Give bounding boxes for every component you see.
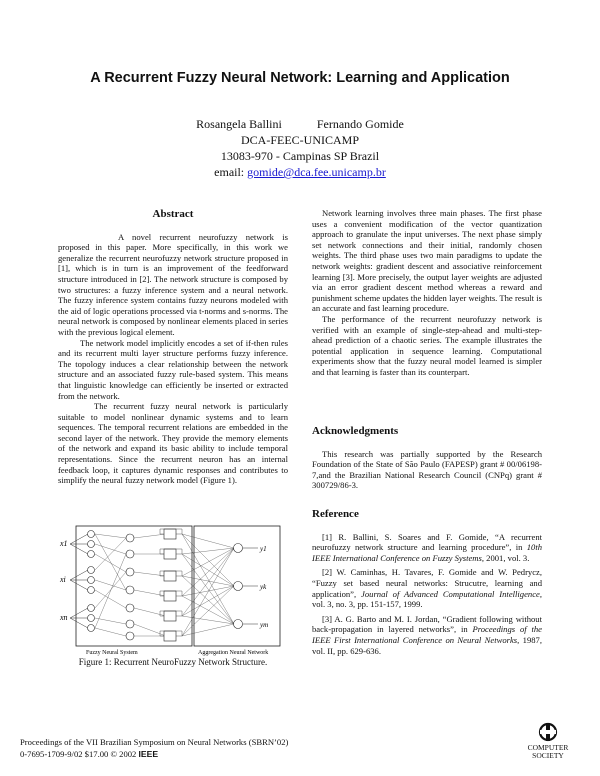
reference-item [312,614,542,656]
author-name: Rosangela Ballini [196,117,282,131]
aggregation-network-label: Aggregation Neural Network [198,650,269,656]
references-section [312,509,542,660]
reference-text: [3] A. G. Barto and M. I. Jordan, “Gradient following without back-propagation in layered networks”, in [312,613,542,635]
reference-venue: Journal of Advanced Computational Intelligence [361,588,540,599]
page-footer [20,736,288,760]
isbn-text: 0-7695-1709-9/02 $17.00 © 2002 [20,749,137,759]
reference-item [312,567,542,609]
computer-society-icon [537,722,559,742]
logo-text-line1: COMPUTER [527,743,569,752]
figure-network-diagram [58,524,284,656]
output-label-yk: yk [260,583,267,591]
author-names [0,116,600,132]
input-label-xn: xn [60,613,68,622]
proceedings-line: Proceedings of the VII Brazilian Symposium on Neural Networks (SBRN’02) [20,737,289,747]
reference-text: [1] R. Ballini, S. Soares and F. Gomide, “A recurrent neurofuzzy network structure and learning procedure”, in [312,531,542,553]
output-label-ym: ym [260,621,269,629]
email-line [0,164,600,180]
acknowledgments-section [312,426,542,491]
reference-text: , 2001, vol. 3. [481,552,530,563]
reference-text: [2] W. Caminhas, H. Tavares, F. Gomide and W. Pedrycz, “Fuzzy set based neural networks: Strucutre, learning and application”, [312,567,542,599]
right-column [312,208,542,378]
network-diagram-svg [58,524,284,656]
author-name: Fernando Gomide [316,117,404,131]
abstract-section [58,209,288,486]
isbn-line [20,748,288,760]
paper-title: A Recurrent Fuzzy Neural Network: Learning and Application [90,70,510,86]
logo-text-line2: SOCIETY [532,751,564,760]
body-paragraph: The performance of the recurrent neurofuzzy network is verified with an example of single-step-ahead and multi-step-ahead prediction of a chaotic series. The example illustrates the potential application in sequence learning. Computational experiments show that the fuzzy neural model learned is simpler and that learning is faster than its counterpart. [312,313,542,377]
fuzzy-system-label: Fuzzy Neural System [86,650,138,656]
reference-venue: 10th IEEE International Conference on Fuzzy Systems [312,542,542,563]
reference-venue: Proceedings of the IEEE First International Conference on Neural Networks [312,624,542,645]
body-paragraph: Network learning involves three main phases. The first phase uses a convenient modification of the vector quantization approach to granulate the input universes. The next phase simply set network connections and their initial, randomly chosen weights. The third phase uses two main paradigms to update the network weights: gradient descent and associative reinforcement learning [3]. More precisely, the output layer weights are adjusted via an error gradient descent method whereas a reward and punishment scheme updates the hidden layer weights. The result is an accurate and fast learning procedure. [312,208,542,314]
reference-item [312,532,542,564]
reference-text: , vol. 3, no. 3, pp. 151-157, 1999. [312,588,542,610]
input-label-xi: xi [60,575,66,584]
output-label-y1: y1 [260,545,267,553]
email-label: email: [214,165,245,179]
references-heading: Reference [312,508,359,520]
email-link[interactable]: gomide@dca.fee.unicamp.br [247,165,386,179]
reference-text: , 1987, vol. II, pp. 629-636. [312,634,542,656]
author-block [0,116,600,180]
address: 13083-970 - Campinas SP Brazil [220,149,380,163]
affiliation: DCA-FEEC-UNICAMP [240,133,359,147]
acknowledgments-text: This research was partially supported by the Research Foundation of the State of São Paulo (FAPESP) grant # 00/06198-7,and the Brazilian National Research Council (CNPq) grant # 300729/86-3. [312,448,542,491]
abstract-paragraph: The network model implicitly encodes a set of if-then rules and its recurrent multi layer structure performs fuzzy inference. The topology induces a clear relationship between the network structure and an associated fuzzy rule-based system. This means that linguistic knowledge can efficiently be inserted or extracted from the network. [58,337,288,401]
abstract-paragraph: A novel recurrent neurofuzzy network is proposed in this paper. More specifically, in this work we generalize the recurrent neurofuzzy network structure proposed in [1], which is in turn is an improvement of the feedforward structure introduced in [2]. The network structure is composed by two structures: a fuzzy inference system and a neural network. The fuzzy inference system contains fuzzy neurons modeled with the aid of logic operations processed via t-norms and s-norms. The neural network is composed by nonlinear elements placed in series with the previous logical element. [58,231,288,337]
input-label-x1: x1 [60,539,68,548]
figure-caption: Figure 1: Recurrent NeuroFuzzy Network Structure. [78,657,268,667]
abstract-heading: Abstract [152,208,194,220]
acknowledgments-heading: Acknowledgments [312,425,399,437]
ieee-mark: IEEE [138,749,159,759]
abstract-paragraph: The recurrent fuzzy neural network is particularly suitable to model nonlinear dynamic systems and to learn sequences. The temporal recurrent relations are embedded in the second layer of the network. They provide the memory elements of the network and expand its basic ability to include temporal representations. Since the recurrent neuron has an internal feedback loop, it captures dynamic responses and contributes to simplify the neural fuzzy network model (Figure 1). [58,401,288,486]
computer-society-logo [517,722,579,760]
